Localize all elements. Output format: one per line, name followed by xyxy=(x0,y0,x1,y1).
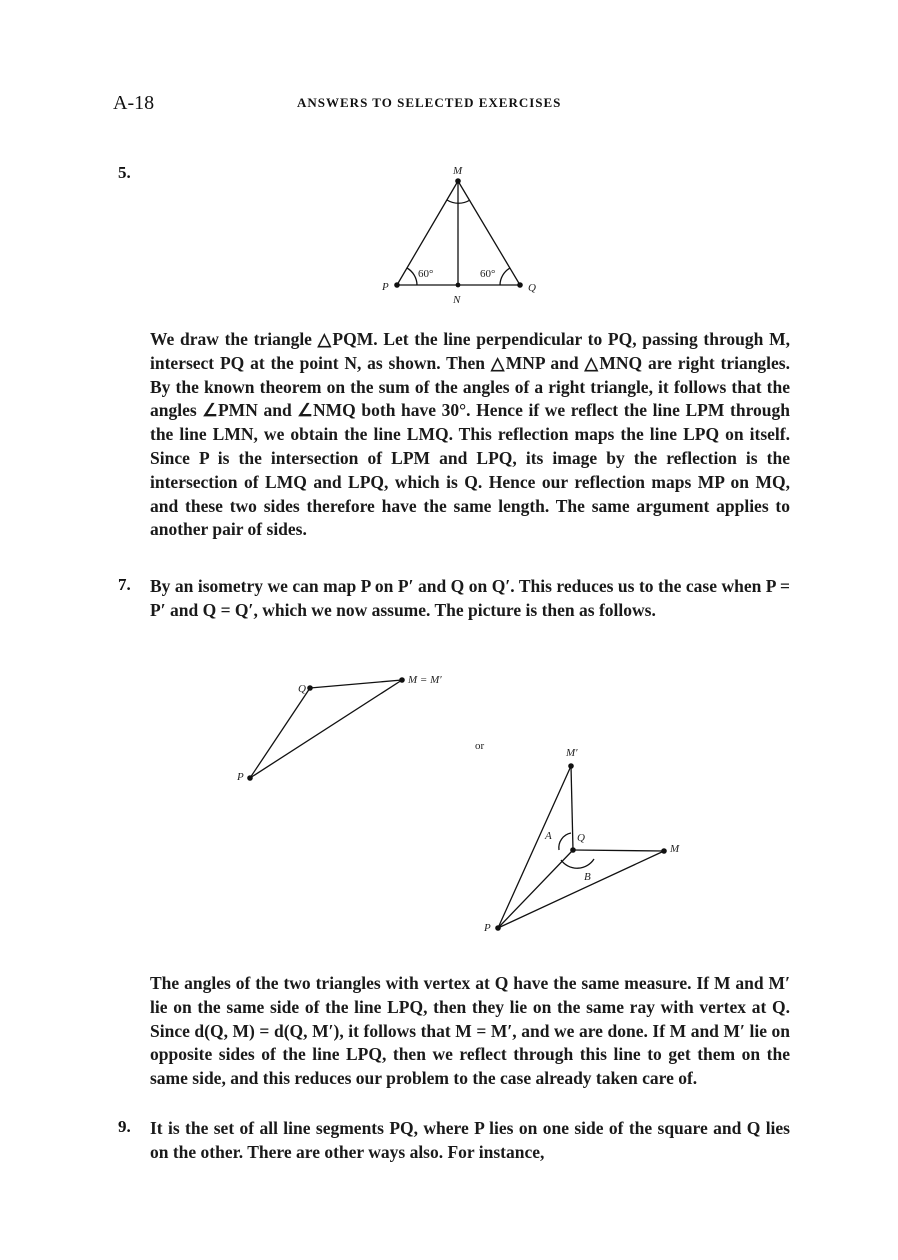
right-vertex-p xyxy=(495,925,501,931)
right-label-b: B xyxy=(584,871,591,883)
right-vertex-mprime xyxy=(568,763,574,769)
label-m: M xyxy=(453,165,463,177)
vertex-m xyxy=(455,178,461,184)
exercise-9-text: It is the set of all line segments PQ, where P lies on one side of the square and Q lies on the other. There are other ways also. For instance, xyxy=(150,1118,790,1162)
left-label-m: M = M′ xyxy=(408,674,442,686)
right-label-q: Q xyxy=(577,832,585,844)
right-vertex-m xyxy=(661,848,667,854)
right-label-a: A xyxy=(545,830,552,842)
right-side-qm xyxy=(573,850,664,851)
vertex-p xyxy=(394,282,400,288)
left-vertex-m xyxy=(399,677,405,683)
page-number: A-18 xyxy=(113,92,155,114)
exercise-7-number: 7. xyxy=(118,575,131,594)
exercise-5-text: We draw the triangle △PQM. Let the line perpendicular to PQ, passing through M, intersect PQ at the point N, as shown. Then △MNP and △MNQ are right triangles. By the known theorem on the sum of the angles of a right triangle, it follows that the angles ∠PMN and ∠NMQ both have 30°. Hence if we reflect the line LPM through the line LMN, we obtain the line LMQ. This reflection maps the line LPQ on itself. Since P is the intersection of LPM and LPQ, its image by the reflection is the intersection of LMQ and LPQ, which is Q. Hence our reflection maps MP on MQ, and these two sides therefore have the same length. The same argument applies to another pair of sides. xyxy=(150,329,790,540)
figure-two-triangles xyxy=(220,655,720,945)
angle-label-right: 60° xyxy=(480,268,496,280)
page-header xyxy=(113,92,793,116)
or-text: or xyxy=(475,740,485,752)
angle-label-left: 60° xyxy=(418,268,434,280)
figure-triangle-pqm xyxy=(360,160,560,310)
left-label-q: Q xyxy=(298,683,306,695)
exercise-7-text-after: The angles of the two triangles with vertex at Q have the same measure. If M and M′ lie on the same side of the line LPQ, then they lie on the same ray with vertex at Q. Since d(Q, M) = d(Q, M′), it follows that M = M′, and we are done. If M and M′ lie on opposite sides of the line LPQ, then we reflect through this line to get them on the same side, and this reduces our problem to the case already taken care of. xyxy=(150,973,790,1089)
label-q: Q xyxy=(528,282,536,294)
right-side-pm xyxy=(498,851,664,928)
left-side-qp xyxy=(250,688,310,778)
label-n: N xyxy=(453,294,461,306)
left-label-p: P xyxy=(237,771,244,783)
right-side-qmprime xyxy=(571,766,573,850)
left-vertex-q xyxy=(307,685,313,691)
right-label-mprime: M′ xyxy=(566,747,578,759)
exercise-7-text-before: By an isometry we can map P on P′ and Q on Q′. This reduces us to the case when P = P′ and Q = Q′, which we now assume. The picture is then as follows. xyxy=(150,576,790,620)
angle-arc-p xyxy=(407,268,417,285)
angle-arc-q xyxy=(500,268,510,285)
running-title: ANSWERS TO SELECTED EXERCISES xyxy=(297,95,562,110)
exercise-9-number: 9. xyxy=(118,1117,131,1136)
left-side-qm xyxy=(310,680,402,688)
right-label-p: P xyxy=(484,922,491,934)
label-p: P xyxy=(382,281,389,293)
left-side-pm xyxy=(250,680,402,778)
exercise-5-number: 5. xyxy=(118,163,131,182)
angle-arc-b xyxy=(561,859,594,868)
right-vertex-q xyxy=(570,847,576,853)
left-vertex-p xyxy=(247,775,253,781)
vertex-q xyxy=(517,282,523,288)
right-label-m: M xyxy=(670,843,680,855)
angle-arc-a xyxy=(559,833,571,850)
right-side-pmprime xyxy=(498,766,571,928)
point-n xyxy=(456,283,461,288)
